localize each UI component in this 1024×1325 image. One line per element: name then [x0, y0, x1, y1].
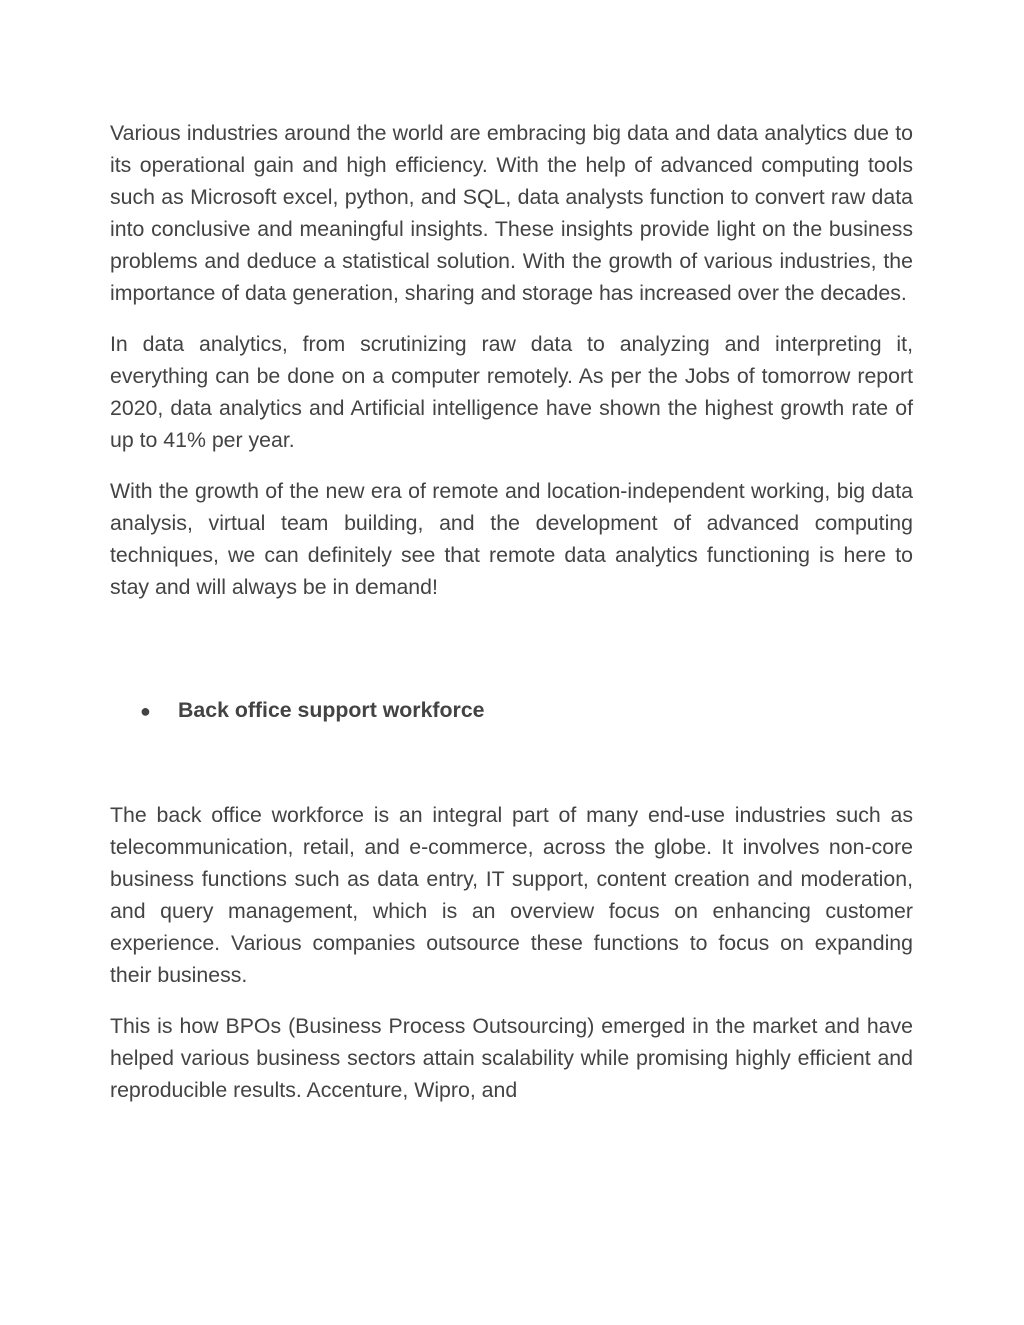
paragraph-remote-future: With the growth of the new era of remote and location-independent working, big data analysis, virtual team building, and the development of advanced computing techniques, we can definitely see that remote data analytics functioning is here to stay and will always be in demand!: [110, 479, 913, 599]
paragraph-back-office-workforce: The back office workforce is an integral part of many end-use industries such as telecommunication, retail, and e-commerce, across the globe. It involves non-core business functions such as data entry, IT support, content creation and moderation, and query management, which is an overview focus on enhancing customer experience. Various companies outsource these functions to focus on expanding their business.: [110, 803, 913, 987]
bullet-heading: Back office support workforce: [178, 698, 485, 722]
paragraph-bpo-emergence: This is how BPOs (Business Process Outsourcing) emerged in the market and have helped various business sectors attain scalability while promising highly efficient and reproducible results. Accenture, Wipro, and: [110, 1014, 913, 1102]
bullet-item-back-office: [110, 694, 913, 727]
section-spacer: [110, 622, 913, 694]
bullet-icon: ●: [140, 701, 151, 721]
document-body: [110, 117, 913, 1125]
paragraph-big-data-industries: Various industries around the world are embracing big data and data analytics due to its operational gain and high efficiency. With the help of advanced computing tools such as Microsoft excel, python, and SQL, data analysts function to convert raw data into conclusive and meaningful insights. These insights provide light on the business problems and deduce a statistical solution. With the growth of various industries, the importance of data generation, sharing and storage has increased over the decades.: [110, 121, 913, 305]
paragraph-remote-data-analytics: In data analytics, from scrutinizing raw data to analyzing and interpreting it, everything can be done on a computer remotely. As per the Jobs of tomorrow report 2020, data analytics and Artificial intelligence have shown the highest growth rate of up to 41% per year.: [110, 332, 913, 452]
section-spacer: [110, 727, 913, 799]
